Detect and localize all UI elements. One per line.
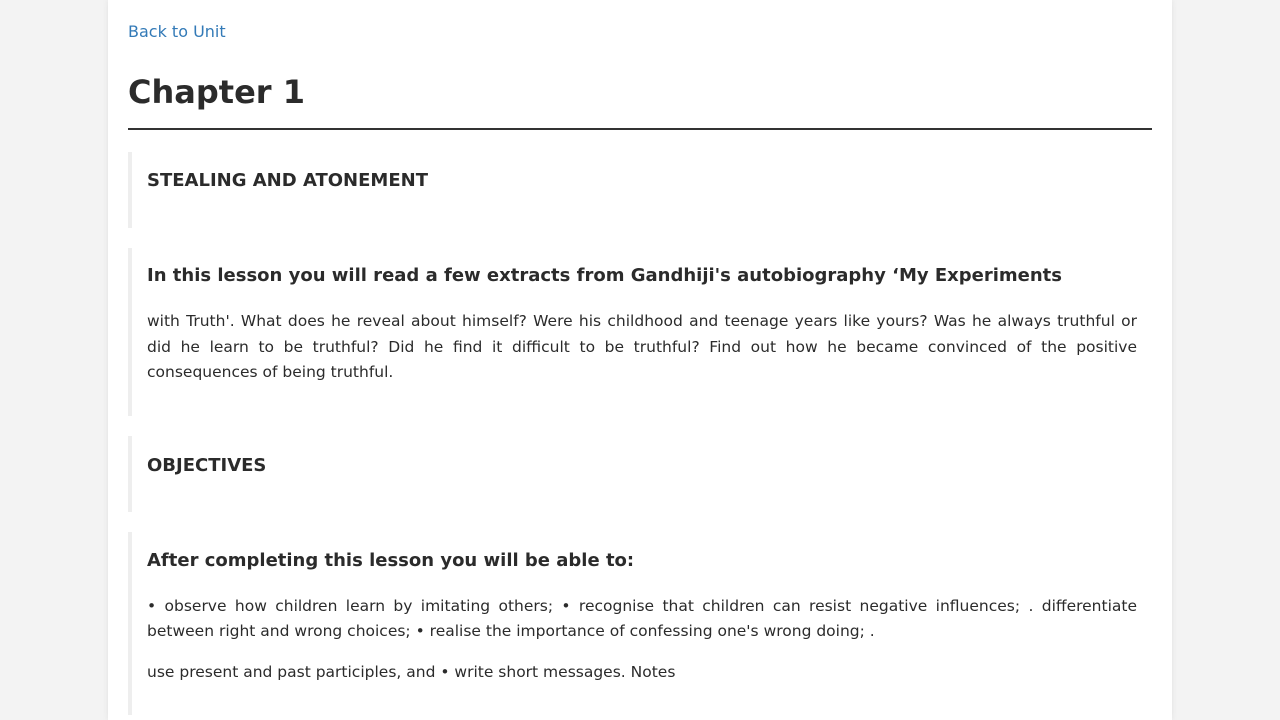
section-heading: STEALING AND ATONEMENT (147, 170, 428, 191)
section-stealing-and-atonement (128, 152, 1152, 228)
section-paragraph: • observe how children learn by imitating others; • recognise that children can resist negative influences; . differentiate between right and wrong choices; • realise the importance of confessing one's wrong doing; . (147, 596, 1137, 640)
section-objectives (128, 436, 1152, 512)
back-to-unit-link[interactable]: Back to Unit (128, 22, 226, 41)
page-title: Chapter 1 (128, 72, 1152, 130)
section-paragraph: with Truth'. What does he reveal about himself? Were his childhood and teenage years like yours? Was he always truthful or did he learn to be truthful? Did he find it difficult to be truthful? Find out how he became convinced of the positive consequences of being truthful. (147, 312, 1137, 381)
section-heading: In this lesson you will read a few extracts from Gandhiji's autobiography ‘My Experiments (147, 265, 1063, 286)
section-learning-outcomes (128, 532, 1152, 716)
section-heading: After completing this lesson you will be able to: (147, 549, 635, 571)
section-paragraph: use present and past participles, and • write short messages. Notes (147, 662, 676, 681)
section-lesson-intro (128, 248, 1152, 416)
content-page (108, 0, 1172, 720)
section-heading: OBJECTIVES (147, 454, 267, 476)
